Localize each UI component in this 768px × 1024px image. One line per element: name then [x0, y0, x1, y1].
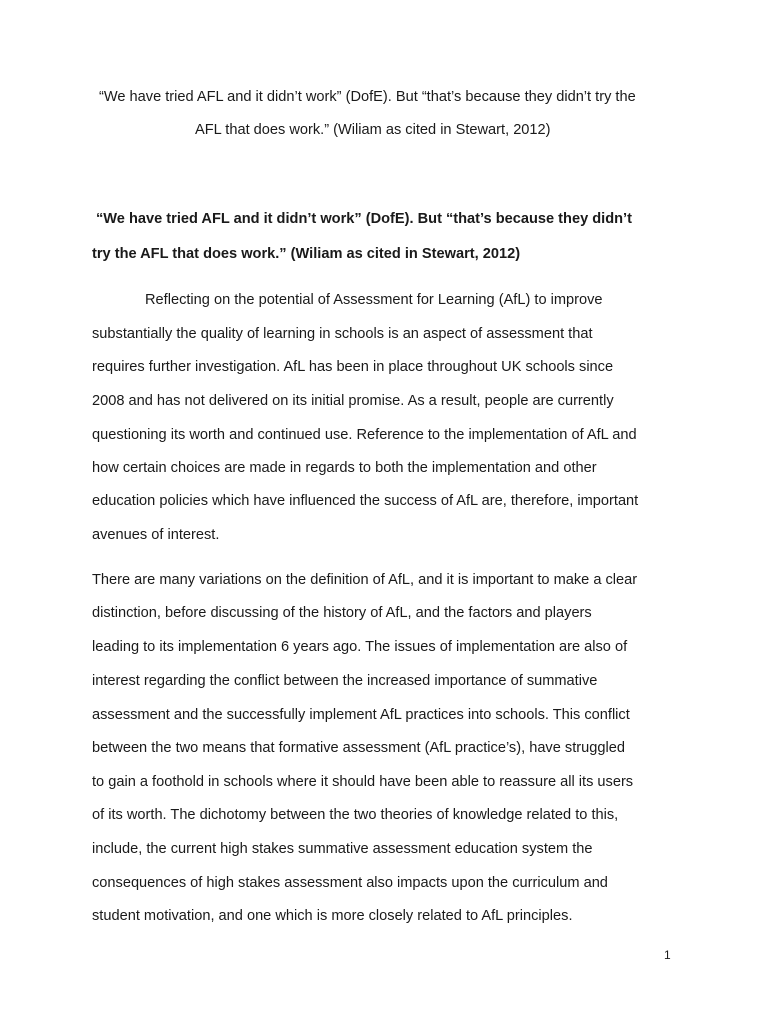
title-bold-line-1: “We have tried AFL and it didn’t work” (DofE). But “that’s because they didn’t	[96, 211, 632, 227]
title-plain-line-1: “We have tried AFL and it didn’t work” (DofE). But “that’s because they didn’t try the	[99, 89, 636, 105]
paragraph-line: consequences of high stakes assessment also impacts upon the curriculum and	[92, 875, 608, 891]
paragraph-line: to gain a foothold in schools where it should have been able to reassure all its users	[92, 774, 634, 790]
paragraph-line: education policies which have influenced the success of AfL are, therefore, important	[92, 493, 639, 509]
paragraph-line: avenues of interest.	[92, 527, 220, 543]
title-bold-line-2: try the AFL that does work.” (Wiliam as cited in Stewart, 2012)	[92, 246, 521, 262]
paragraph-line: distinction, before discussing of the history of AfL, and the factors and players	[92, 605, 592, 621]
paragraph-line: leading to its implementation 6 years ago. The issues of implementation are also of	[92, 639, 628, 655]
paragraph-line: Reflecting on the potential of Assessment for Learning (AfL) to improve	[145, 292, 603, 308]
paragraph-line: between the two means that formative assessment (AfL practice’s), have struggled	[92, 740, 625, 756]
page-number: 1	[664, 948, 671, 962]
paragraph-line: interest regarding the conflict between the increased importance of summative	[92, 673, 598, 689]
paragraph-line: substantially the quality of learning in schools is an aspect of assessment that	[92, 326, 593, 342]
paragraph-line: requires further investigation. AfL has been in place throughout UK schools since	[92, 359, 614, 375]
paragraph-line: student motivation, and one which is more closely related to AfL principles.	[92, 908, 573, 924]
title-plain-line-2: AFL that does work.” (Wiliam as cited in Stewart, 2012)	[195, 122, 551, 138]
paragraph-line: include, the current high stakes summative assessment education system the	[92, 841, 593, 857]
paragraph-line: questioning its worth and continued use. Reference to the implementation of AfL and	[92, 427, 637, 443]
paragraph-line: how certain choices are made in regards to both the implementation and other	[92, 460, 597, 476]
paragraph-line: 2008 and has not delivered on its initial promise. As a result, people are currently	[92, 393, 614, 409]
paragraph-line: assessment and the successfully implement AfL practices into schools. This conflict	[92, 707, 630, 723]
paragraph-line: There are many variations on the definition of AfL, and it is important to make a clear	[92, 572, 638, 588]
paragraph-line: of its worth. The dichotomy between the two theories of knowledge related to this,	[92, 807, 619, 823]
